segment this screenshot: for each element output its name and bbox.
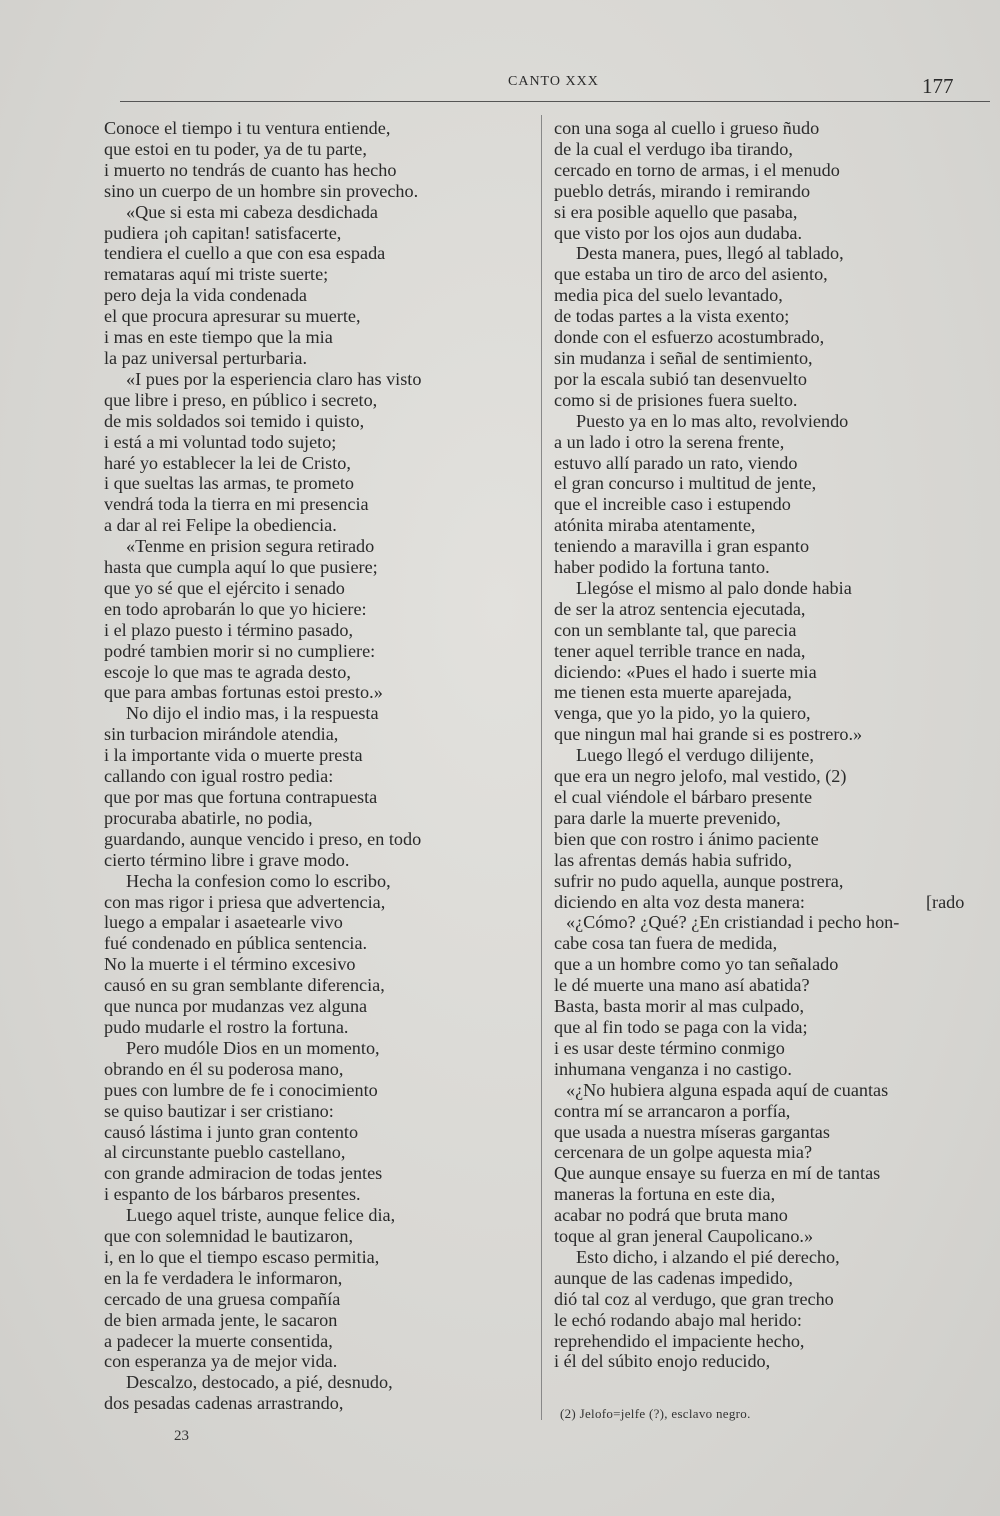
verse-line-text: por la escala subió tan desenvuelto (554, 368, 808, 389)
verse-line-text: teniendo a maravilla i gran espanto (554, 536, 810, 557)
verse-line (104, 1163, 504, 1184)
verse-line-continuation: [rado (926, 891, 965, 912)
verse-line-text: que al fin todo se paga con la vida; (554, 1016, 808, 1037)
verse-line-text: podré tambien morir si no cumpliere: (104, 640, 376, 661)
verse-line-text: me tienen esta muerte aparejada, (554, 682, 792, 703)
verse-line-text: que estaba un tiro de arco del asiento, (554, 264, 828, 285)
verse-line (104, 1017, 504, 1038)
verse-line-text: si era posible aquello que pasaba, (554, 201, 798, 222)
verse-line (554, 1142, 984, 1163)
verse-line (554, 808, 984, 829)
verse-line (104, 1247, 504, 1268)
verse-line-text: diciendo en alta voz desta manera: (554, 891, 805, 912)
verse-line (554, 662, 984, 683)
verse-line-text: Luego llegó el verdugo dilijente, (576, 745, 814, 766)
verse-line-text: luego a empalar i asaetearle vivo (104, 912, 343, 933)
verse-line-text: donde con el esfuerzo acostumbrado, (554, 327, 825, 348)
verse-line (104, 641, 504, 662)
verse-line (554, 766, 984, 787)
verse-line-text: diciendo: «Pues el hado i suerte mia (554, 661, 817, 682)
verse-line-text: con esperanza ya de mejor vida. (104, 1351, 338, 1372)
verse-line (554, 578, 984, 599)
verse-line (554, 724, 984, 745)
verse-line (104, 160, 504, 181)
verse-line-text: «Tenme en prision segura retirado (126, 536, 375, 557)
verse-line (554, 348, 984, 369)
verse-line (104, 808, 504, 829)
verse-line (554, 975, 984, 996)
verse-line-text: contra mí se arrancaron a porfía, (554, 1100, 791, 1121)
verse-line (104, 1226, 504, 1247)
verse-line (104, 202, 504, 223)
verse-line (104, 139, 504, 160)
verse-line (104, 1038, 504, 1059)
verse-line (104, 724, 504, 745)
verse-line-text: cercado de una gruesa compañía (104, 1288, 341, 1309)
verse-line-text: de mis soldados soi temido i quisto, (104, 410, 365, 431)
verse-line (104, 264, 504, 285)
verse-line (104, 1268, 504, 1289)
verse-line (554, 829, 984, 850)
verse-line-text: de la cual el verdugo iba tirando, (554, 138, 793, 159)
header-rule (120, 101, 990, 102)
verse-line-text: Pero mudóle Dios en un momento, (126, 1037, 380, 1058)
verse-line (104, 536, 504, 557)
verse-line-text: de bien armada jente, le sacaron (104, 1309, 338, 1330)
verse-line (554, 1122, 984, 1143)
verse-line (104, 996, 504, 1017)
verse-line-text: obrando en él su poderosa mano, (104, 1058, 344, 1079)
verse-line-text: sufrir no pudo aquella, aunque postrera, (554, 870, 844, 891)
verse-line (104, 1331, 504, 1352)
verse-line (104, 1184, 504, 1205)
verse-line (554, 1268, 984, 1289)
verse-line (554, 1331, 984, 1352)
verse-line-text: pues con lumbre de fe i conocimiento (104, 1079, 378, 1100)
verse-line (554, 139, 984, 160)
verse-line-text: que a un hombre como yo tan señalado (554, 954, 839, 975)
verse-line-text: con grande admiracion de todas jentes (104, 1163, 383, 1184)
right-column (554, 118, 984, 1372)
running-head: CANTO XXX (508, 74, 599, 89)
verse-line (554, 871, 984, 892)
verse-line-text: dió tal coz al verdugo, que gran trecho (554, 1288, 834, 1309)
verse-line-text: Basta, basta morir al mas culpado, (554, 996, 805, 1017)
verse-line (554, 912, 984, 933)
verse-line (104, 1372, 504, 1393)
verse-line-text: venga, que yo la pido, yo la quiero, (554, 703, 811, 724)
verse-line-text: el que procura apresurar su muerte, (104, 306, 361, 327)
verse-line-text: i es usar deste término conmigo (554, 1037, 785, 1058)
verse-line-text: procuraba abatirle, no podia, (104, 807, 313, 828)
verse-line (104, 892, 504, 913)
verse-line (554, 620, 984, 641)
verse-line (554, 243, 984, 264)
verse-line (104, 348, 504, 369)
verse-line (554, 473, 984, 494)
verse-line-text: media pica del suelo levantado, (554, 285, 783, 306)
verse-line-text: el gran concurso i multitud de jente, (554, 473, 817, 494)
verse-line (554, 1038, 984, 1059)
verse-line (554, 432, 984, 453)
verse-line (104, 390, 504, 411)
verse-line-text: i espanto de los bárbaros presentes. (104, 1184, 361, 1205)
verse-line (104, 453, 504, 474)
verse-line (104, 703, 504, 724)
verse-line (104, 682, 504, 703)
verse-line (104, 306, 504, 327)
verse-line (104, 473, 504, 494)
verse-line (104, 1289, 504, 1310)
verse-line-text: Esto dicho, i alzando el pié derecho, (576, 1246, 840, 1267)
verse-line (554, 996, 984, 1017)
verse-line-text: hasta que cumpla aquí lo que pusiere; (104, 557, 378, 578)
verse-line-text: a dar al rei Felipe la obediencia. (104, 515, 337, 536)
verse-line-text: cierto término libre i grave modo. (104, 849, 350, 870)
verse-line-text: guardando, aunque vencido i preso, en todo (104, 828, 422, 849)
verse-line (554, 850, 984, 871)
verse-line (554, 181, 984, 202)
verse-line (554, 202, 984, 223)
verse-line (554, 494, 984, 515)
verse-line (554, 515, 984, 536)
verse-line (104, 954, 504, 975)
verse-line-text: i mas en este tiempo que la mia (104, 327, 333, 348)
verse-line (554, 1226, 984, 1247)
printer-signature: 23 (174, 1428, 189, 1444)
verse-line-text: haber podido la fortuna tanto. (554, 557, 770, 578)
verse-line-text: haré yo establecer la lei de Cristo, (104, 452, 351, 473)
verse-line (104, 557, 504, 578)
verse-line-text: que nunca por mudanzas vez alguna (104, 996, 368, 1017)
verse-line-text: le dé muerte una mano así abatida? (554, 975, 810, 996)
verse-line-text: i, en lo que el tiempo escaso permitia, (104, 1246, 380, 1267)
verse-line (104, 620, 504, 641)
verse-line (104, 745, 504, 766)
verse-line-text: para darle la muerte prevenido, (554, 807, 781, 828)
verse-line-text: pudiera ¡oh capitan! satisfacerte, (104, 222, 342, 243)
verse-line-text: bien que con rostro i ánimo paciente (554, 828, 819, 849)
verse-line (104, 1059, 504, 1080)
verse-line (554, 160, 984, 181)
verse-line (104, 933, 504, 954)
verse-line-text: que por mas que fortuna contrapuesta (104, 787, 378, 807)
verse-line-text: de ser la atroz sentencia ejecutada, (554, 598, 806, 619)
verse-line-text: a un lado i otro la serena frente, (554, 431, 785, 452)
verse-line-text: callando con igual rostro pedia: (104, 766, 334, 787)
verse-line (104, 912, 504, 933)
verse-line-text: que estoi en tu poder, ya de tu parte, (104, 138, 367, 159)
verse-line (554, 390, 984, 411)
verse-line-text: cercado en torno de armas, i el menudo (554, 159, 840, 180)
verse-line-text: se quiso bautizar i ser cristiano: (104, 1100, 334, 1121)
verse-line (104, 327, 504, 348)
verse-line (554, 954, 984, 975)
verse-line-text: causó lástima i junto gran contento (104, 1121, 359, 1142)
verse-line-text: a padecer la muerte consentida, (104, 1330, 333, 1351)
verse-line (104, 975, 504, 996)
verse-line (104, 787, 504, 808)
verse-line-text: la paz universal perturbaria. (104, 347, 307, 368)
verse-line (554, 682, 984, 703)
verse-line-text: remataras aquí mi triste suerte; (104, 264, 329, 285)
verse-line-text: «I pues por la esperiencia claro has visto (126, 368, 422, 389)
verse-line (554, 933, 984, 954)
verse-line (554, 1289, 984, 1310)
verse-line-text: que para ambas fortunas estoi presto.» (104, 682, 383, 703)
verse-line-text: que usada a nuestra míseras gargantas (554, 1121, 830, 1142)
verse-line (104, 599, 504, 620)
verse-line-text: que ningun mal hai grande si es postrero.» (554, 724, 863, 745)
verse-line (554, 599, 984, 620)
verse-line-text: con una soga al cuello i grueso ñudo (554, 118, 820, 138)
verse-line-text: escoje lo que mas te agrada desto, (104, 661, 351, 682)
verse-line (554, 1101, 984, 1122)
verse-line-text: con mas rigor i priesa que advertencia, (104, 891, 386, 912)
verse-line (104, 1393, 504, 1414)
verse-line-text: que el increible caso i estupendo (554, 494, 791, 515)
verse-line (554, 1163, 984, 1184)
verse-line-text: i el plazo puesto i término pasado, (104, 619, 354, 640)
verse-line (104, 285, 504, 306)
verse-line (554, 327, 984, 348)
verse-line (104, 1122, 504, 1143)
verse-line (104, 432, 504, 453)
verse-line (554, 264, 984, 285)
verse-line-text: sin turbacion mirándole atendia, (104, 724, 339, 745)
verse-line-text: que visto por los ojos aun dudaba. (554, 222, 803, 243)
verse-line (554, 1080, 984, 1101)
verse-line (554, 1310, 984, 1331)
verse-line (554, 892, 984, 913)
verse-line-text: en todo aprobarán lo que yo hiciere: (104, 598, 367, 619)
column-divider (541, 115, 542, 1420)
verse-line-text: al circunstante pueblo castellano, (104, 1142, 346, 1163)
verse-line-text: Que aunque ensaye su fuerza en mí de tantas (554, 1163, 881, 1184)
verse-line (104, 850, 504, 871)
verse-line (554, 223, 984, 244)
verse-line (104, 243, 504, 264)
verse-line (554, 536, 984, 557)
verse-line (554, 1205, 984, 1226)
verse-line-text: i muerto no tendrás de cuanto has hecho (104, 159, 397, 180)
verse-line-text: «¿No hubiera alguna espada aquí de cuantas (566, 1079, 889, 1100)
verse-line-text: No dijo el indio mas, i la respuesta (126, 703, 379, 724)
verse-line (554, 1351, 984, 1372)
verse-line-text: pero deja la vida condenada (104, 285, 307, 306)
verse-line-text: que yo sé que el ejército i senado (104, 577, 345, 598)
verse-line-text: que libre i preso, en público i secreto, (104, 389, 378, 410)
footnote: (2) Jelofo=jelfe (?), esclavo negro. (560, 1406, 751, 1421)
verse-line (104, 1142, 504, 1163)
verse-line-text: las afrentas demás habia sufrido, (554, 849, 792, 870)
verse-line-text: acabar no podrá que bruta mano (554, 1205, 788, 1226)
verse-line-text: cercenara de un golpe aquesta mia? (554, 1142, 813, 1163)
verse-line (104, 829, 504, 850)
verse-line-text: con un semblante tal, que parecia (554, 619, 797, 640)
verse-line-text: pudo mudarle el rostro la fortuna. (104, 1016, 349, 1037)
verse-line (554, 118, 984, 139)
verse-line-text: «Que si esta mi cabeza desdichada (126, 201, 378, 222)
verse-line (554, 745, 984, 766)
verse-line (554, 369, 984, 390)
verse-line-text: aunque de las cadenas impedido, (554, 1267, 793, 1288)
verse-line-text: Puesto ya en lo mas alto, revolviendo (576, 410, 849, 431)
verse-line (554, 641, 984, 662)
verse-line (104, 578, 504, 599)
verse-line (104, 118, 504, 139)
verse-line-text: cabe cosa tan fuera de medida, (554, 933, 778, 954)
verse-line (554, 1059, 984, 1080)
verse-line-text: i él del súbito enojo reducido, (554, 1351, 771, 1372)
verse-line-text: inhumana venganza i no castigo. (554, 1058, 792, 1079)
verse-line (554, 787, 984, 808)
verse-line (554, 557, 984, 578)
verse-line (104, 223, 504, 244)
verse-line (554, 453, 984, 474)
verse-line-text: fué condenado en pública sentencia. (104, 933, 368, 954)
verse-line-text: No la muerte i el término excesivo (104, 954, 356, 975)
verse-line (104, 369, 504, 390)
verse-line (104, 871, 504, 892)
verse-line-text: toque al gran jeneral Caupolicano.» (554, 1226, 814, 1247)
verse-line (554, 1017, 984, 1038)
verse-line-text: atónita miraba atentamente, (554, 515, 756, 536)
verse-line-text: Llegóse el mismo al palo donde habia (576, 577, 852, 598)
verse-line (104, 1205, 504, 1226)
verse-line-text: reprehendido el impaciente hecho, (554, 1330, 805, 1351)
verse-line (554, 703, 984, 724)
verse-line (554, 306, 984, 327)
verse-line-text: el cual viéndole el bárbaro presente (554, 787, 813, 807)
verse-line-text: Conoce el tiempo i tu ventura entiende, (104, 118, 391, 138)
verse-line (554, 285, 984, 306)
left-column (104, 118, 504, 1414)
verse-line-text: que con solemnidad le bautizaron, (104, 1226, 353, 1247)
verse-line-text: le echó rodando abajo mal herido: (554, 1309, 802, 1330)
verse-line-text: Desta manera, pues, llegó al tablado, (576, 243, 844, 264)
verse-line-text: sin mudanza i señal de sentimiento, (554, 347, 813, 368)
verse-line-text: tendiera el cuello a que con esa espada (104, 243, 386, 264)
verse-line-text: «¿Cómo? ¿Qué? ¿En cristiandad i pecho hon- (566, 912, 900, 933)
verse-line (104, 515, 504, 536)
verse-line-text: que era un negro jelofo, mal vestido, (2) (554, 766, 847, 787)
verse-line-text: Hecha la confesion como lo escribo, (126, 870, 391, 891)
verse-line (554, 411, 984, 432)
verse-line (104, 766, 504, 787)
verse-line-text: como si de prisiones fuera suelto. (554, 389, 798, 410)
verse-line-text: sino un cuerpo de un hombre sin provecho. (104, 180, 419, 201)
verse-line-text: causó en su gran semblante diferencia, (104, 975, 385, 996)
verse-line-text: pueblo detrás, mirando i remirando (554, 180, 811, 201)
verse-line-text: maneras la fortuna en este dia, (554, 1184, 776, 1205)
verse-line (554, 1247, 984, 1268)
verse-line-text: de todas partes a la vista exento; (554, 306, 790, 327)
verse-line (104, 411, 504, 432)
verse-line (104, 181, 504, 202)
verse-line-text: i que sueltas las armas, te prometo (104, 473, 355, 494)
verse-line (554, 1184, 984, 1205)
verse-line-text: Luego aquel triste, aunque felice dia, (126, 1205, 396, 1226)
verse-line-text: estuvo allí parado un rato, viendo (554, 452, 798, 473)
verse-line-text: i está a mi voluntad todo sujeto; (104, 431, 337, 452)
page-number: 177 (922, 74, 954, 98)
verse-line-text: tener aquel terrible trance en nada, (554, 640, 806, 661)
verse-line (104, 1351, 504, 1372)
verse-line-text: vendrá toda la tierra en mi presencia (104, 494, 369, 515)
verse-line (104, 1080, 504, 1101)
verse-line (104, 662, 504, 683)
verse-line (104, 1101, 504, 1122)
verse-line-text: en la fe verdadera le informaron, (104, 1267, 343, 1288)
verse-line (104, 1310, 504, 1331)
verse-line-text: i la importante vida o muerte presta (104, 745, 363, 766)
verse-line (104, 494, 504, 515)
verse-line-text: Descalzo, destocado, a pié, desnudo, (126, 1372, 393, 1393)
verse-line-text: dos pesadas cadenas arrastrando, (104, 1393, 344, 1414)
